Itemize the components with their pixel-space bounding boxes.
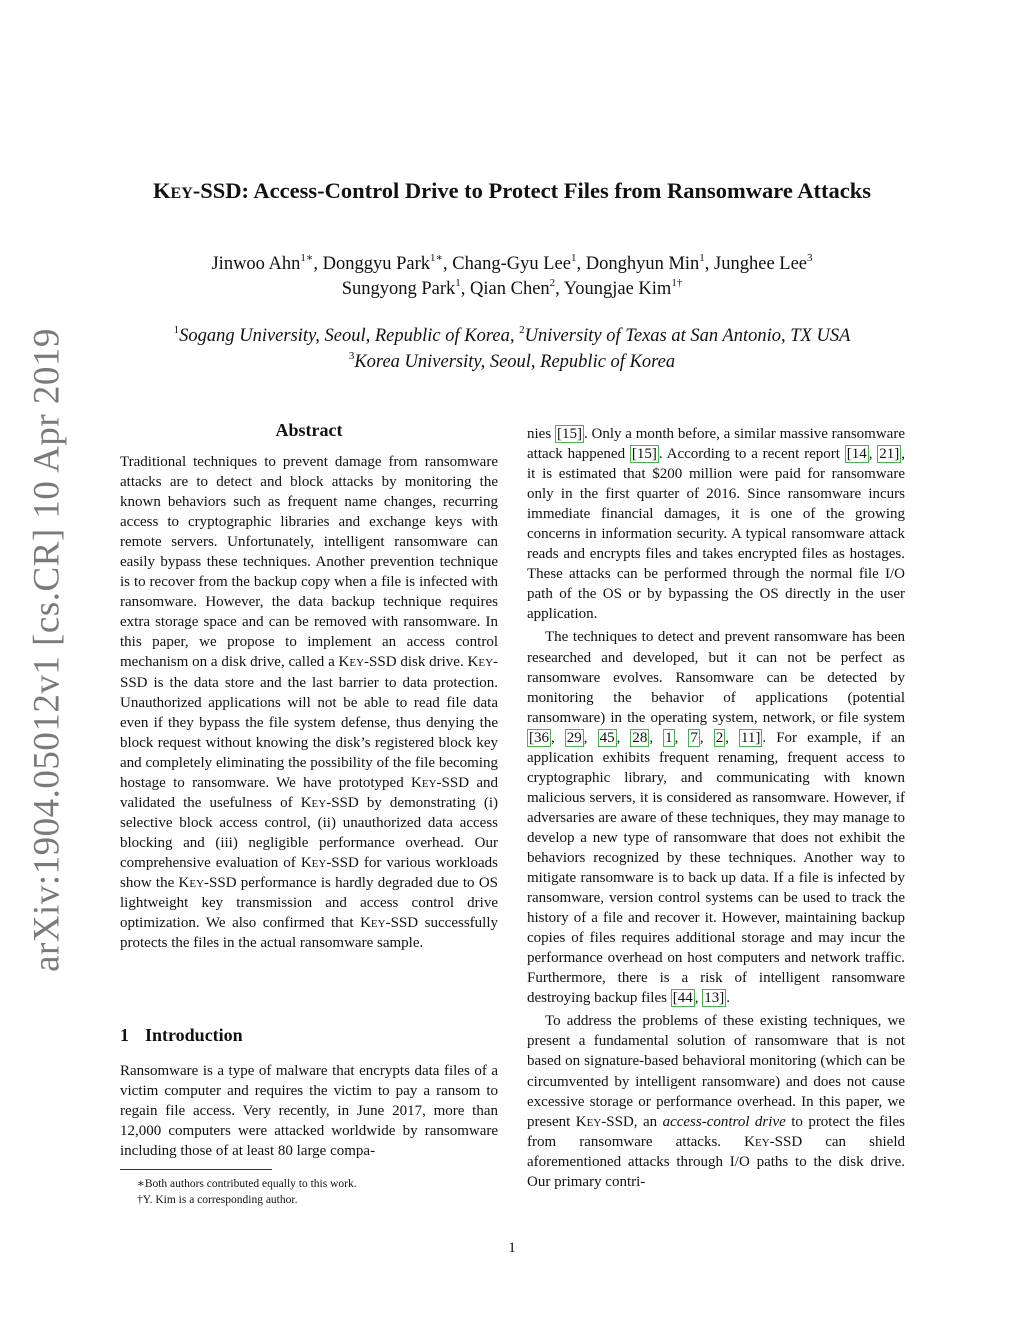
- key-smallcaps: Key: [411, 774, 437, 791]
- key-smallcaps: Key: [467, 654, 494, 671]
- text-run: -SSD by demonstrating (i) selective block access control, (ii) unauthorized data access blocking and (iii) negligible performance overhead. Our comprehensive evaluation of: [120, 794, 498, 871]
- citation-link[interactable]: [36: [529, 729, 549, 746]
- affil-sup: 1: [173, 323, 180, 336]
- footnote-2: †Y. Kim is a corresponding author.: [137, 1194, 298, 1206]
- text-run: -SSD performance is hardly degraded due to OS lightweight key transmission and access control drive optimization. We also confirmed that: [120, 874, 498, 932]
- citation-link[interactable]: 28: [632, 729, 648, 746]
- citation-link[interactable]: [44: [672, 990, 693, 1007]
- text-run: To address the problems of these existing techniques, we present a fundamental solution of ransomware that is not based on signature-based behavioral monitoring (which can be circumvented by intelligent ransomware) and does not cause excessive storage or performance overhead. In this paper, we present: [527, 1013, 905, 1130]
- abstract-body: [120, 452, 498, 953]
- affil-text: University of Texas at San Antonio, TX USA: [524, 326, 851, 346]
- page-number: 1: [508, 1240, 516, 1256]
- author-name: , Junghee Lee: [704, 254, 808, 274]
- citation-link[interactable]: 13]: [704, 990, 725, 1007]
- right-column: [527, 424, 905, 1192]
- affil-sup: 3: [348, 349, 355, 362]
- citation-link[interactable]: [15]: [631, 446, 657, 463]
- section-title: Introduction: [145, 1025, 243, 1045]
- key-smallcaps: Key: [744, 1133, 770, 1150]
- text-run: .: [726, 990, 730, 1007]
- abstract-paragraph: [120, 452, 498, 953]
- key-smallcaps: Key: [575, 1113, 602, 1130]
- citation-link[interactable]: 2: [715, 729, 724, 746]
- citation-link[interactable]: 1: [665, 729, 673, 746]
- citation-link[interactable]: 29: [566, 729, 582, 746]
- arxiv-identifier: arXiv:1904.05012v1 [cs.CR] 10 Apr 2019: [26, 328, 68, 972]
- abstract-heading: Abstract: [275, 420, 343, 440]
- body-paragraph: The techniques to detect and prevent ransomware has been researched and developed, but it can not be perfect as ransomware evolves. Ransomware can be detected by monitoring the behavior of applications (potential ransomware) in the operating system, network, or file system [36 , 29 , 45 , 28 , 1 , 7 , 2 , 11] . For example, if an application exhibits frequent renaming, frequent access to cryptographic library, and communicating with known malicious servers, it is considered as ransomware. However, if adversaries are aware of these techniques, they may manage to develop a new type of ransomware that does not exhibit the behaviors recognized by these techniques. Another way to mitigate ransomware is to back up data. If a file is infected by ransomware, version control systems can be used to track the history of a file and recover it. However, maintaining backup copies of files requires additional storage and may incur the performance overhead on host computers and network traffic. Furthermore, there is a risk of intelligent ransomware destroying backup files [44 , 13] .: [527, 629, 906, 1007]
- text-run: Traditional techniques to prevent damage from ransomware attacks are to detect and block attacks by monitoring the known behaviors such as frequent name changes, recurring access to cryptographic libraries and exchange keys with remote servers. Unfortunately, intelligent ransomware can easily bypass these techniques. Another prevention technique is to recover from the backup copy when a file is infected with ransomware. However, the data backup technique requires extra storage space and can be removed with ransomware. In this paper, we propose to implement an access control mechanism on a disk drive, called a: [120, 454, 498, 671]
- author-line-2: [0, 277, 1024, 302]
- text-run: to protect the files from ransomware attacks.: [527, 1113, 905, 1150]
- text-run: -SSD and validated the usefulness of: [120, 774, 499, 811]
- author-sup: 1: [455, 276, 461, 289]
- emphasis-text: access-control drive: [662, 1113, 786, 1130]
- citation-link[interactable]: 45: [599, 729, 615, 746]
- citation-link[interactable]: [14: [846, 446, 867, 463]
- author-name: , Donghyun Min: [576, 254, 700, 274]
- author-sup: 2: [549, 276, 556, 289]
- arxiv-sidebar: [22, 328, 72, 972]
- author-sup: 1∗: [300, 251, 314, 264]
- key-smallcaps: Key: [300, 794, 327, 811]
- intro-paragraph: Ransomware is a type of malware that encrypts data files of a victim computer and requires the victim to pay a ransom to regain file access. Very recently, in June 2017, more than 12,000 computers were attacked worldwide by ransomware including those of at least 80 large compa-: [120, 1063, 498, 1160]
- text-run: -SSD, an: [601, 1113, 663, 1130]
- citation-link[interactable]: [15]: [556, 426, 582, 442]
- key-smallcaps: Key: [300, 854, 327, 871]
- author-name: Sungyong Park: [341, 279, 456, 299]
- text-run: -SSD for various workloads show the: [120, 854, 498, 891]
- citation-link[interactable]: 21]: [879, 446, 900, 463]
- author-sup: 1∗: [430, 251, 444, 264]
- footnote-1: ∗Both authors contributed equally to this work.: [137, 1178, 357, 1190]
- key-smallcaps: Key: [338, 654, 365, 671]
- body-paragraph: [527, 1011, 905, 1191]
- affiliation-line-2: [0, 349, 1024, 375]
- author-name: Jinwoo Ahn: [211, 254, 301, 274]
- author-sup: 3: [807, 251, 813, 264]
- key-smallcaps: Key: [178, 874, 205, 891]
- author-sup: 1†: [671, 276, 683, 289]
- text-run: . For example, if an application exhibits frequent renaming, frequent access to cryptographic library, and communicating with known malicious servers, it is considered as ransomware. However, if adversaries are aware of these techniques, they may manage to develop a new type of ransomware that does not exhibit the behaviors recognized by these techniques. Another way to mitigate ransomware is to back up data. If a file is infected by ransomware, version control systems can be used to track the history of a file and recover it. However, maintaining backup copies of files requires additional storage and may incur the performance overhead on host computers and network traffic. Furthermore, there is a risk of intelligent ransomware destroying backup files: [527, 729, 906, 1007]
- section-heading-introduction: [120, 1025, 243, 1046]
- text-run: The techniques to detect and prevent ransomware has been researched and developed, but it can not be perfect as ransomware evolves. Ransomware can be detected by monitoring the behavior of applications (potential ransomware) in the operating system, network, or file system: [527, 629, 905, 726]
- paper-title: [0, 178, 1024, 204]
- footnote-rule: [120, 1169, 272, 1170]
- author-name: , Chang-Gyu Lee: [443, 254, 571, 274]
- author-sup: 1: [570, 251, 577, 264]
- body-paragraph: nies [15] . Only a month before, a similar massive ransomware attack happened [15] . According to a recent report [14 , 21] , it is estimated that $200 million were paid for ransomware only in the first quarter of 2016. Since ransomware incurs immediate financial damages, it is one of the growing concerns in information security. A typical ransomware attack reads and encrypts files and takes encrypted files as hostages. These attacks can be performed through the normal file I/O path of the OS or by bypassing the OS directly in the user application.: [527, 426, 906, 623]
- footnotes: [137, 1176, 357, 1208]
- title-key: Key: [153, 178, 193, 203]
- author-name: , Qian Chen: [460, 279, 550, 299]
- author-list: [0, 252, 1024, 302]
- citation-link[interactable]: 7: [690, 729, 698, 746]
- text-run: . According to a recent report: [658, 446, 845, 463]
- text-run: -SSD is the data store and the last barrier to data protection. Unauthorized applications will not be able to read file data even if they bypass the file system defense, thus denying the block request without knowing the disk’s registered block key and completely eliminating the possibility of the file becoming hostage to ransomware. We have prototyped: [120, 654, 499, 791]
- affiliation-line-1: [0, 323, 1024, 349]
- author-name: , Donggyu Park: [313, 254, 431, 274]
- author-line-1: [0, 252, 1024, 277]
- author-name: , Youngjae Kim: [555, 279, 672, 299]
- author-sup: 1: [699, 251, 705, 264]
- text-run: , it is estimated that $200 million were paid for ransomware only in the first quarter of 2016. Since ransomware incurs immediate financial damages, it is one of the growing concerns in information security. A typical ransomware attack reads and encrypts files and takes encrypted files as hostages. These attacks can be performed through the normal file I/O path of the OS or by bypassing the OS directly in the user application.: [527, 446, 906, 623]
- affil-text: Sogang University, Seoul, Republic of Korea,: [179, 326, 520, 346]
- title-rest: -SSD: Access-Control Drive to Protect Files from Ransomware Attacks: [192, 178, 871, 203]
- text-run: -SSD can shield aforementioned attacks through I/O paths to the disk drive. Our primary contri-: [527, 1133, 905, 1190]
- text-run: -SSD disk drive.: [364, 654, 468, 671]
- key-smallcaps: Key: [360, 915, 386, 932]
- text-run: nies: [527, 426, 555, 442]
- affil-text: Korea University, Seoul, Republic of Korea: [354, 352, 676, 372]
- text-run: -SSD successfully protects the files in the actual ransomware sample.: [120, 915, 498, 952]
- affil-sup: 2: [519, 323, 525, 336]
- section-number: 1: [120, 1025, 129, 1045]
- affiliations: [0, 323, 1024, 375]
- text-run: . Only a month before, a similar massive ransomware attack happened: [527, 426, 905, 463]
- citation-link[interactable]: 11]: [740, 729, 761, 746]
